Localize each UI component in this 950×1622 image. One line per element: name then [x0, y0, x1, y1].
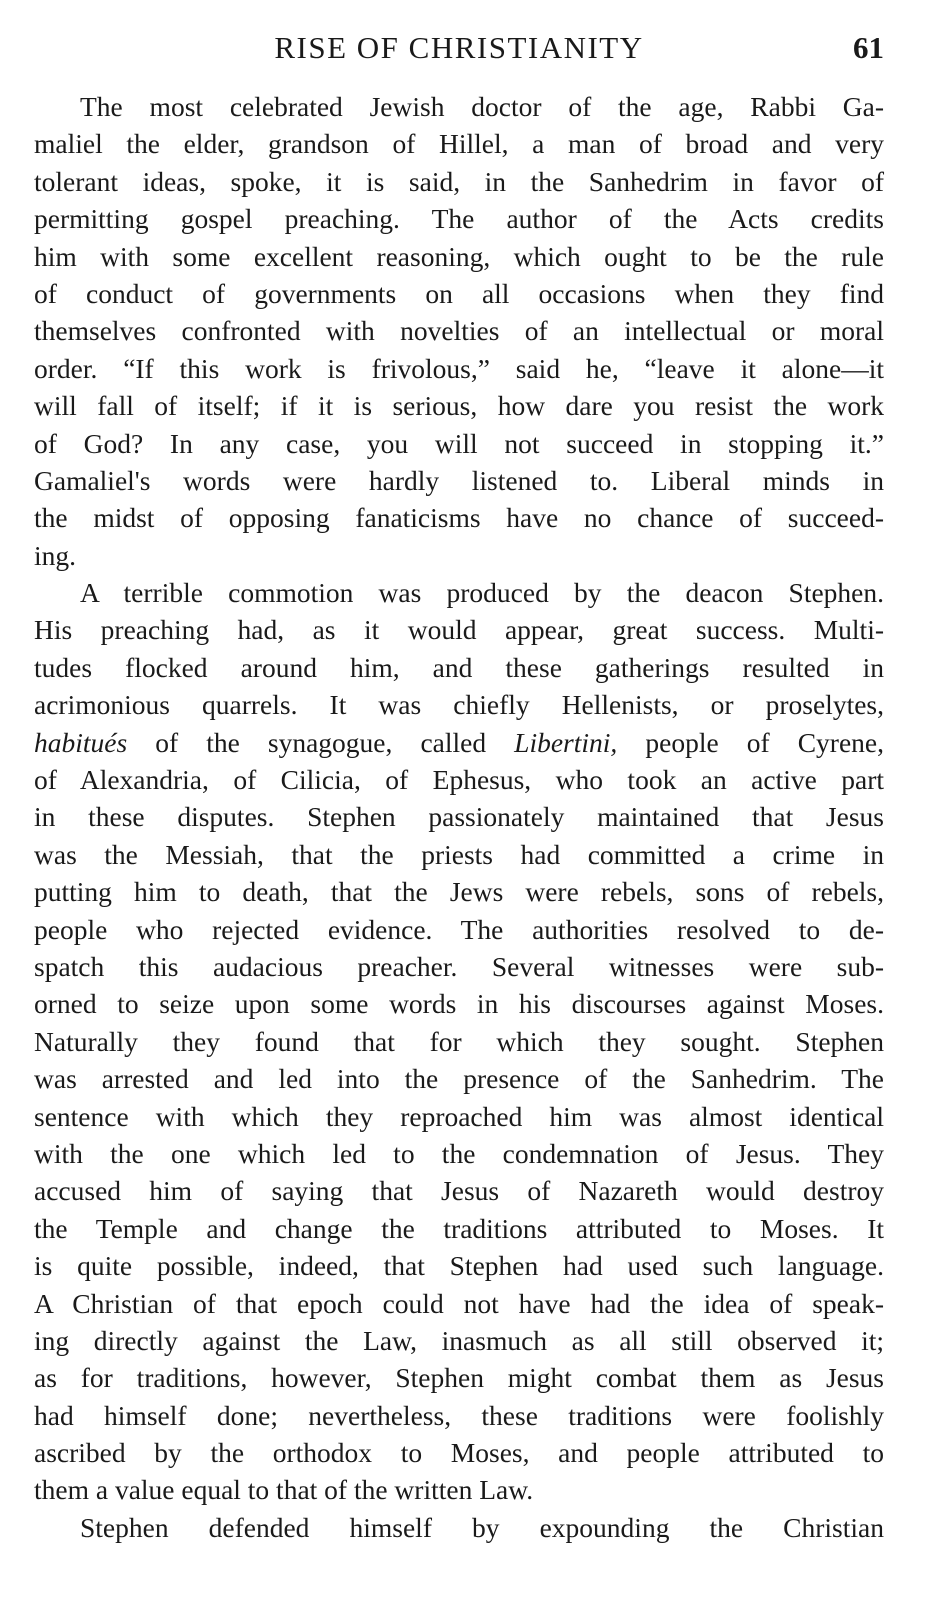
- text-line: acrimonious quarrels. It was chiefly Hellenists, or proselytes,: [34, 689, 884, 721]
- text-line: sentence with which they reproached him was almost identical: [34, 1100, 884, 1132]
- text-line: Stephen defended himself by expounding the Christian: [80, 1511, 884, 1543]
- text-line: the Temple and change the traditions attributed to Moses. It: [34, 1212, 884, 1244]
- text-line: the midst of opposing fanaticisms have no chance of succeed-: [34, 502, 884, 534]
- text-line: ing directly against the Law, inasmuch as all still observed it;: [34, 1324, 884, 1356]
- text-line: order. “If this work is frivolous,” said he, “leave it alone—it: [34, 352, 884, 384]
- text-line: of God? In any case, you will not succeed in stopping it.”: [34, 427, 884, 459]
- text-line: permitting gospel preaching. The author of the Acts credits: [34, 203, 884, 235]
- text-line: people who rejected evidence. The authorities resolved to de-: [34, 913, 884, 945]
- text-line: The most celebrated Jewish doctor of the age, Rabbi Ga-: [80, 91, 884, 122]
- italic-text: habitués: [34, 726, 128, 758]
- running-title: RISE OF CHRISTIANITY: [274, 30, 644, 65]
- text-line: accused him of saying that Jesus of Nazareth would destroy: [34, 1175, 884, 1207]
- text-line: tudes flocked around him, and these gatherings resulted in: [34, 651, 884, 683]
- text-line: was the Messiah, that the priests had committed a crime in: [34, 838, 884, 870]
- text-line: themselves confronted with novelties of an intellectual or moral: [34, 315, 884, 347]
- italic-text: Libertini,: [514, 726, 618, 758]
- text-line: ascribed by the orthodox to Moses, and people attributed to: [34, 1437, 884, 1469]
- text-line: with the one which led to the condemnation of Jesus. They: [34, 1137, 884, 1169]
- text-line: of conduct of governments on all occasions when they find: [34, 277, 884, 309]
- text-line: in these disputes. Stephen passionately maintained that Jesus: [34, 801, 884, 833]
- text-line: of Alexandria, of Cilicia, of Ephesus, who took an active part: [34, 764, 884, 796]
- text-line: ing.: [34, 539, 77, 571]
- text-line: tolerant ideas, spoke, it is said, in the Sanhedrim in favor of: [34, 165, 884, 197]
- text-line: A Christian of that epoch could not have had the idea of speak-: [34, 1287, 884, 1319]
- text-line: had himself done; nevertheless, these traditions were foolishly: [34, 1399, 884, 1431]
- text-segment: people of Cyrene,: [617, 726, 885, 758]
- body-text: [34, 88, 884, 1546]
- text-line: Naturally they found that for which they sought. Stephen: [34, 1025, 884, 1057]
- text-line: was arrested and led into the presence of the Sanhedrim. The: [34, 1063, 884, 1095]
- text-line: spatch this audacious preacher. Several witnesses were sub-: [34, 950, 884, 982]
- text-line: is quite possible, indeed, that Stephen had used such language.: [34, 1250, 884, 1282]
- text-line: him with some excellent reasoning, which ought to be the rule: [34, 240, 884, 272]
- text-line: them a value equal to that of the written Law.: [34, 1474, 534, 1506]
- text-line: maliel the elder, grandson of Hillel, a man of broad and very: [34, 128, 884, 160]
- text-line: as for traditions, however, Stephen might combat them as Jesus: [34, 1362, 884, 1394]
- page-number: 61: [853, 30, 884, 65]
- text-line: His preaching had, as it would appear, great success. Multi-: [34, 614, 884, 646]
- text-line: [34, 724, 884, 761]
- text-line: will fall of itself; if it is serious, how dare you resist the work: [34, 390, 884, 422]
- text-line: Gamaliel's words were hardly listened to. Liberal minds in: [34, 464, 884, 496]
- text-line: putting him to death, that the Jews were rebels, sons of rebels,: [34, 876, 884, 908]
- text-line: A terrible commotion was produced by the deacon Stephen.: [80, 577, 884, 609]
- text-segment: of the synagogue, called: [127, 726, 515, 758]
- running-head: [34, 26, 884, 70]
- text-line: orned to seize upon some words in his discourses against Moses.: [34, 988, 884, 1020]
